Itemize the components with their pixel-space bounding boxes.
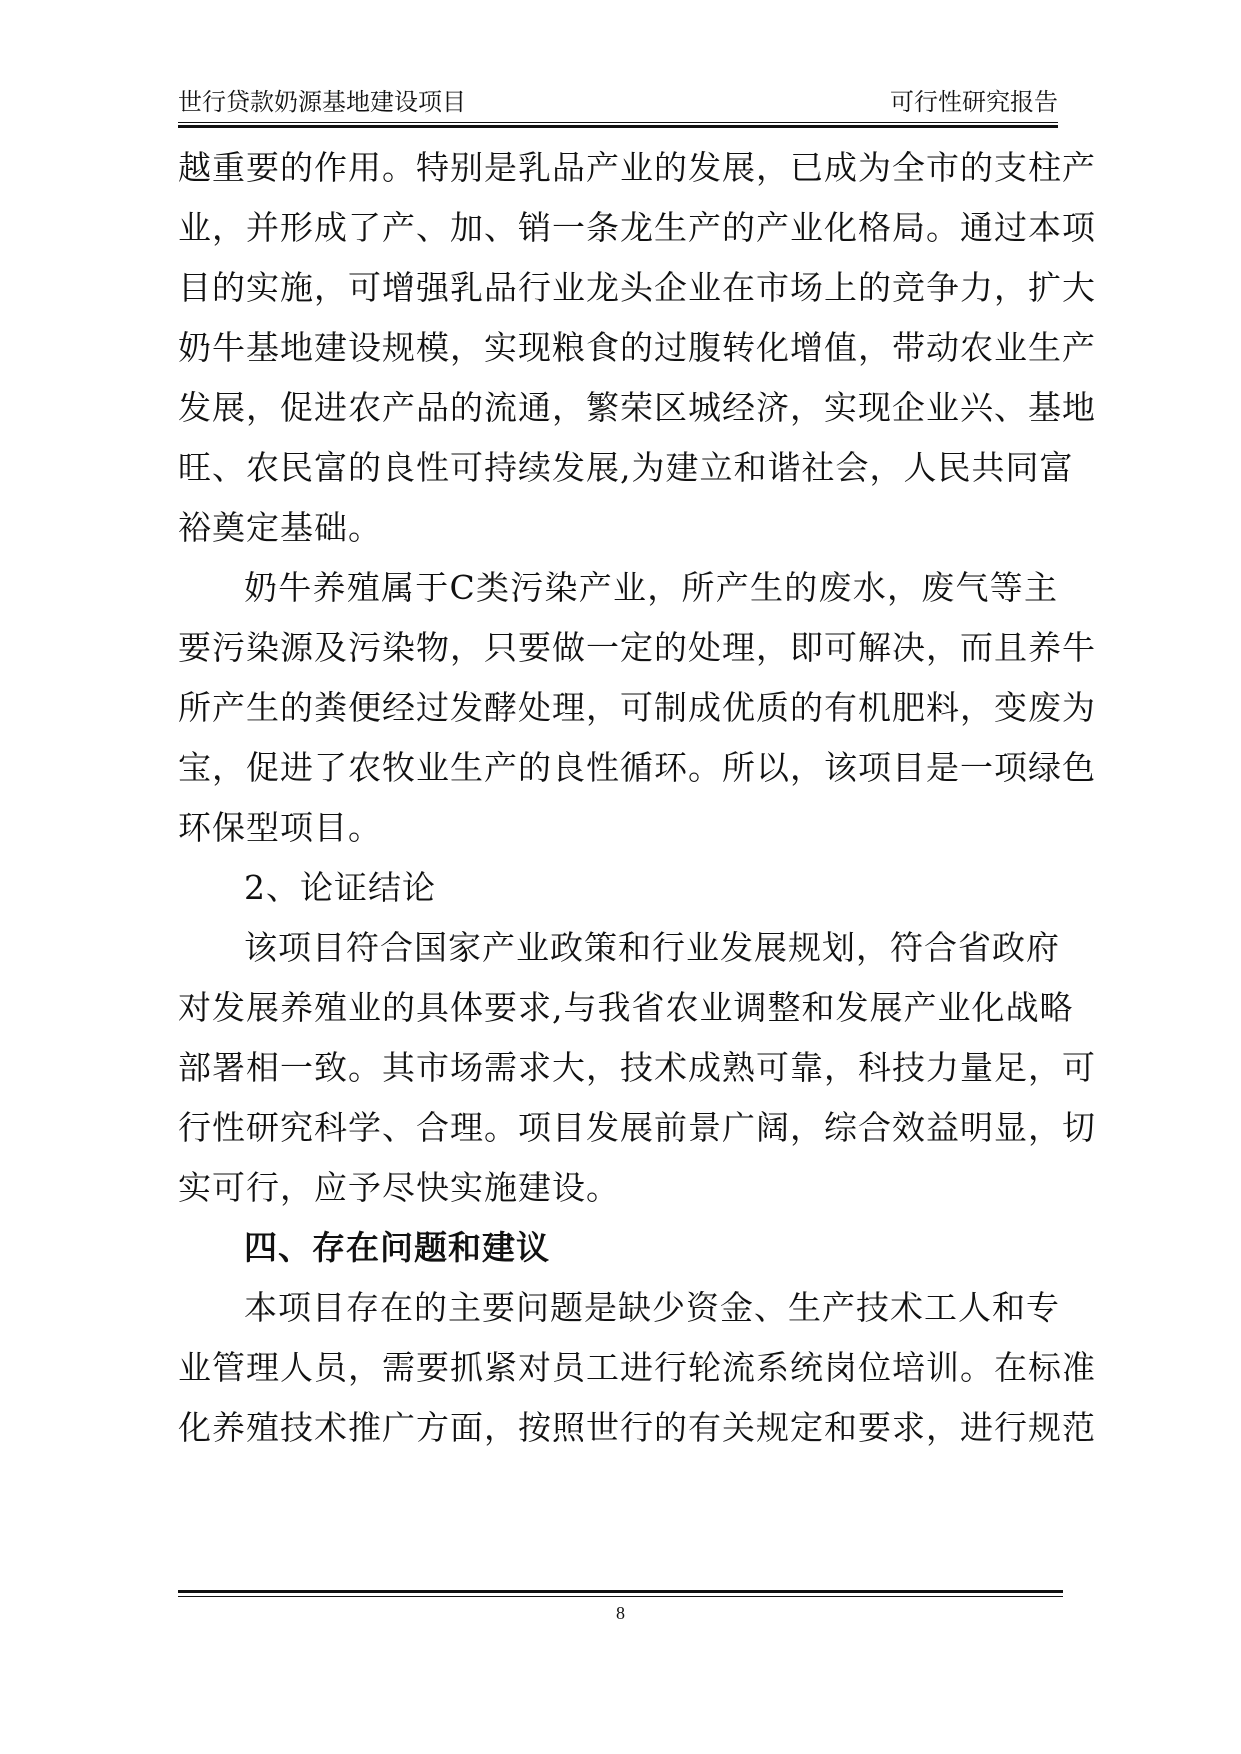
body-line: 宝，促进了农牧业生产的良性循环。所以，该项目是一项绿色 — [178, 748, 1096, 787]
body-line: 发展，促进农产品的流通，繁荣区城经济，实现企业兴、基地 — [178, 388, 1096, 427]
body-line: 所产生的粪便经过发酵处理，可制成优质的有机肥料，变废为 — [178, 688, 1096, 727]
body-line: 要污染源及污染物，只要做一定的处理，即可解决，而且养牛 — [178, 628, 1096, 667]
page-number: 8 — [616, 1603, 625, 1623]
paragraph-start: 该项目符合国家产业政策和行业发展规划，符合省政府 — [244, 928, 1060, 967]
header-report-type: 可行性研究报告 — [890, 88, 1058, 116]
document-body — [178, 138, 1096, 1458]
paragraph-start: 本项目存在的主要问题是缺少资金、生产技术工人和专 — [244, 1288, 1060, 1327]
subsection-heading: 2、论证结论 — [244, 868, 436, 907]
footer-rule — [178, 1596, 1063, 1597]
body-line: 行性研究科学、合理。项目发展前景广阔，综合效益明显，切 — [178, 1108, 1096, 1147]
header-project-title: 世行贷款奶源基地建设项目 — [178, 88, 466, 116]
body-line: 化养殖技术推广方面，按照世行的有关规定和要求，进行规范 — [178, 1408, 1096, 1447]
paragraph-start: 奶牛养殖属于C类污染产业，所产生的废水，废气等主 — [244, 568, 1058, 607]
body-line: 实可行，应予尽快实施建设。 — [178, 1168, 620, 1207]
body-line: 环保型项目。 — [178, 808, 382, 847]
body-line: 业管理人员，需要抓紧对员工进行轮流系统岗位培训。在标准 — [178, 1348, 1096, 1387]
body-line: 业，并形成了产、加、销一条龙生产的产业化格局。通过本项 — [178, 208, 1096, 247]
header-rule-thick — [178, 125, 1058, 128]
body-line: 奶牛基地建设规模，实现粮食的过腹转化增值，带动农业生产 — [178, 328, 1096, 367]
body-line: 对发展养殖业的具体要求,与我省农业调整和发展产业化战略 — [178, 988, 1074, 1027]
body-line: 目的实施，可增强乳品行业龙头企业在市场上的竞争力，扩大 — [178, 268, 1096, 307]
body-line: 越重要的作用。特别是乳品产业的发展，已成为全市的支柱产 — [178, 148, 1096, 187]
page-header — [178, 84, 1058, 120]
body-line: 部署相一致。其市场需求大，技术成熟可靠，科技力量足，可 — [178, 1048, 1096, 1087]
body-line: 裕奠定基础。 — [178, 508, 382, 547]
header-rule — [178, 122, 1058, 123]
body-line: 旺、农民富的良性可持续发展,为建立和谐社会，人民共同富 — [178, 448, 1074, 487]
section-heading: 四、存在问题和建议 — [244, 1228, 550, 1267]
footer-rule-thick — [178, 1590, 1063, 1593]
